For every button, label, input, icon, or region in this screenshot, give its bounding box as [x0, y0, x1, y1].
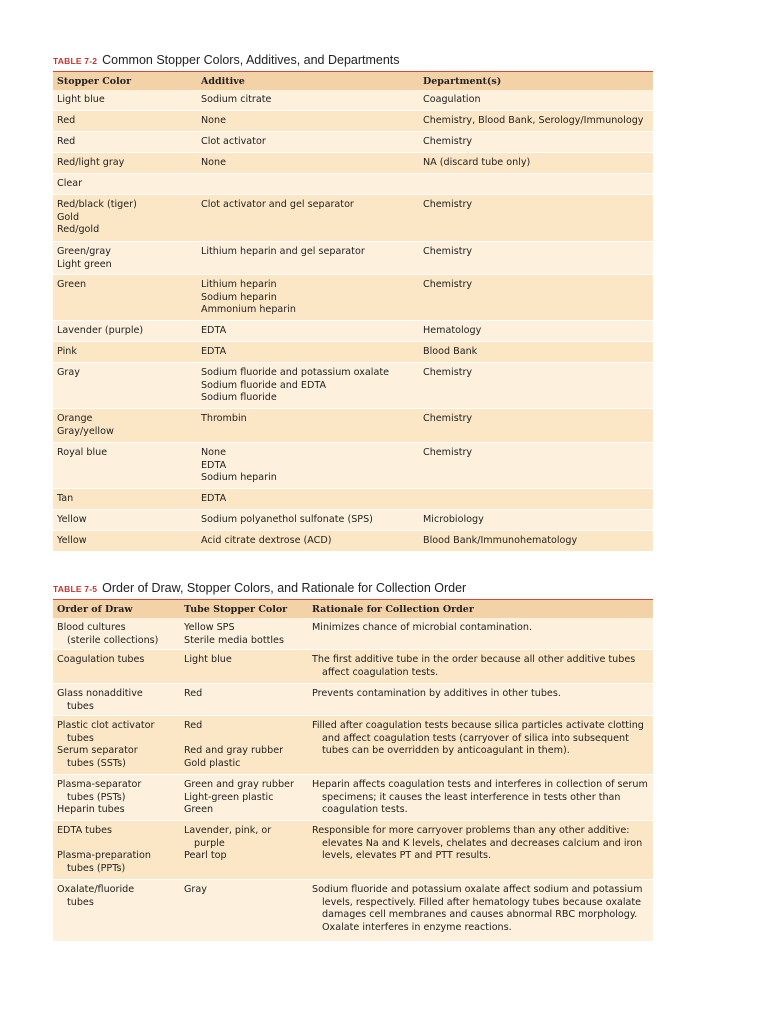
- cell-line: Green/gray: [57, 246, 111, 257]
- tube-stopper-color-cell: [180, 622, 308, 649]
- cell-line: tubes: [67, 896, 94, 908]
- stopper-color-cell: [53, 94, 197, 110]
- stopper-color-cell: [53, 246, 197, 274]
- stopper-color-cell: [53, 325, 197, 341]
- rationale-cell: [308, 720, 653, 774]
- tube-stopper-color-cell: [180, 825, 308, 879]
- cell-line: Royal blue: [57, 447, 108, 458]
- additive-cell: [197, 325, 419, 341]
- cell-line: Blood Bank/Immunohematology: [423, 535, 578, 546]
- department-cell: [419, 199, 653, 241]
- cell-line: Oxalate interferes in enzyme reactions.: [322, 921, 512, 933]
- additive-cell: [197, 367, 419, 408]
- cell-line: Plastic clot activator: [57, 720, 155, 731]
- table-title: Common Stopper Colors, Additives, and Departments: [102, 53, 400, 67]
- stopper-color-cell: [53, 178, 197, 194]
- order-of-draw-cell: [53, 688, 180, 715]
- department-cell: [419, 178, 653, 194]
- cell-line: Heparin affects coagulation tests and interferes in collection of serum: [312, 779, 648, 790]
- table-header-row: [53, 72, 653, 90]
- cell-line: Chemistry: [423, 279, 473, 290]
- cell-line: Light-green plastic: [184, 791, 274, 803]
- additive-cell: [197, 94, 419, 110]
- cell-line: Minimizes chance of microbial contamination.: [312, 622, 533, 633]
- cell-line: Plasma-separator: [57, 779, 142, 790]
- cell-line: (sterile collections): [67, 634, 159, 646]
- table-row: [53, 531, 653, 552]
- cell-line: Gold: [57, 211, 80, 223]
- table-row: [53, 111, 653, 132]
- cell-line: Chemistry: [423, 413, 473, 424]
- department-cell: [419, 157, 653, 173]
- cell-line: EDTA: [201, 346, 227, 357]
- stopper-color-cell: [53, 413, 197, 442]
- cell-line: Prevents contamination by additives in other tubes.: [312, 688, 561, 699]
- cell-line: Yellow SPS: [184, 622, 235, 633]
- cell-line: Red/light gray: [57, 157, 125, 168]
- stopper-color-cell: [53, 279, 197, 320]
- table-row: [53, 684, 653, 716]
- cell-line: Chemistry: [423, 136, 473, 147]
- cell-line: Red: [184, 720, 203, 731]
- order-of-draw-cell: [53, 884, 180, 941]
- cell-line: Clot activator and gel separator: [201, 199, 354, 210]
- table-caption: [53, 580, 653, 596]
- cell-line: Orange: [57, 413, 93, 424]
- cell-line: The first additive tube in the order because all other additive tubes: [312, 654, 636, 665]
- table-row: [53, 489, 653, 510]
- cell-line: [57, 838, 176, 851]
- cell-line: Red: [57, 115, 76, 126]
- cell-line: Chemistry: [423, 447, 473, 458]
- table-row: [53, 821, 653, 880]
- department-cell: [419, 279, 653, 320]
- order-of-draw-cell: [53, 654, 180, 683]
- cell-line: Blood cultures: [57, 622, 126, 633]
- stopper-color-cell: [53, 199, 197, 241]
- cell-line: Plasma-preparation: [57, 850, 151, 862]
- tube-stopper-color-cell: [180, 884, 308, 941]
- additive-cell: [197, 136, 419, 152]
- cell-line: Lavender (purple): [57, 325, 144, 336]
- stopper-color-cell: [53, 535, 197, 551]
- cell-line: Lithium heparin and gel separator: [201, 246, 365, 257]
- cell-line: Chemistry: [423, 199, 473, 210]
- cell-line: Green: [184, 804, 214, 816]
- cell-line: Hematology: [423, 325, 482, 336]
- cell-line: Sodium citrate: [201, 94, 272, 105]
- tube-stopper-color-cell: [180, 779, 308, 820]
- cell-line: Lavender, pink, or: [184, 825, 272, 836]
- rationale-cell: [308, 622, 653, 649]
- cell-line: Sodium fluoride: [201, 392, 277, 404]
- cell-line: Chemistry: [423, 246, 473, 257]
- cell-line: EDTA: [201, 493, 227, 504]
- table-row: [53, 132, 653, 153]
- cell-line: Thrombin: [201, 413, 247, 424]
- cell-line: and affect coagulation tests (carryover of silica into subsequent: [322, 732, 629, 744]
- cell-line: Blood Bank: [423, 346, 478, 357]
- additive-cell: [197, 346, 419, 362]
- additive-cell: [197, 115, 419, 131]
- additive-cell: [197, 199, 419, 241]
- cell-line: None: [201, 447, 227, 458]
- cell-line: Clot activator: [201, 136, 266, 147]
- department-cell: [419, 413, 653, 442]
- cell-line: Red: [184, 688, 203, 699]
- cell-line: Gold plastic: [184, 757, 241, 769]
- rationale-cell: [308, 779, 653, 820]
- cell-line: Light blue: [57, 94, 105, 105]
- cell-line: Sterile media bottles: [184, 634, 284, 646]
- cell-line: Microbiology: [423, 514, 484, 525]
- additive-cell: [197, 279, 419, 320]
- additive-cell: [197, 447, 419, 488]
- table-row: [53, 242, 653, 275]
- stopper-color-cell: [53, 447, 197, 488]
- cell-line: Red/black (tiger): [57, 199, 137, 210]
- table-row: [53, 618, 653, 650]
- cell-line: Green: [57, 279, 87, 290]
- department-cell: [419, 325, 653, 341]
- table-number: TABLE 7-2: [53, 56, 98, 66]
- cell-line: Responsible for more carryover problems than any other additive:: [312, 825, 630, 836]
- cell-line: tubes can be overridden by anticoagulant in them).: [322, 745, 570, 757]
- stopper-color-cell: [53, 115, 197, 131]
- table-row: [53, 363, 653, 409]
- cell-line: levels, respectively. Filled after hematology tubes because oxalate: [322, 896, 642, 908]
- cell-line: Pink: [57, 346, 77, 357]
- cell-line: Sodium fluoride and potassium oxalate affect sodium and potassium: [312, 884, 643, 895]
- cell-line: Gray/yellow: [57, 425, 114, 437]
- cell-line: EDTA: [201, 459, 227, 471]
- cell-line: Light green: [57, 258, 112, 270]
- additive-cell: [197, 246, 419, 274]
- department-cell: [419, 115, 653, 131]
- department-cell: [419, 94, 653, 110]
- table-row: [53, 275, 653, 321]
- rationale-cell: [308, 654, 653, 683]
- cell-line: Sodium fluoride and EDTA: [201, 379, 327, 391]
- tube-stopper-color-cell: [180, 654, 308, 683]
- table-header-row: [53, 600, 653, 618]
- cell-line: purple: [194, 837, 225, 849]
- cell-line: specimens; it causes the least interference in tests other than: [322, 791, 621, 803]
- rationale-cell: [308, 884, 653, 941]
- table-row: [53, 90, 653, 111]
- cell-line: NA (discard tube only): [423, 157, 531, 168]
- cell-line: Chemistry: [423, 367, 473, 378]
- stopper-color-cell: [53, 136, 197, 152]
- table-row: [53, 650, 653, 684]
- cell-line: Pearl top: [184, 850, 227, 862]
- cell-line: damages cell membranes and causes abnormal RBC morphology.: [322, 909, 638, 921]
- cell-line: elevates Na and K levels, chelates and decreases calcium and iron: [322, 837, 643, 849]
- header-tube-stopper-color: Tube Stopper Color: [184, 603, 288, 615]
- stopper-color-cell: [53, 346, 197, 362]
- table-row: [53, 174, 653, 195]
- table-row: [53, 409, 653, 443]
- cell-line: Red and gray rubber: [184, 745, 284, 757]
- order-of-draw-cell: [53, 779, 180, 820]
- rationale-cell: [308, 825, 653, 879]
- table-row: [53, 321, 653, 342]
- stopper-color-cell: [53, 514, 197, 530]
- header-additive: Additive: [201, 75, 245, 87]
- cell-line: Red: [57, 136, 76, 147]
- table-row: [53, 342, 653, 363]
- header-departments: Department(s): [423, 75, 502, 87]
- order-of-draw-cell: [53, 720, 180, 774]
- cell-line: Sodium polyanethol sulfonate (SPS): [201, 514, 373, 525]
- table-body: [53, 90, 653, 552]
- cell-line: Green and gray rubber: [184, 779, 294, 790]
- department-cell: [419, 346, 653, 362]
- tube-stopper-color-cell: [180, 720, 308, 774]
- table-title: Order of Draw, Stopper Colors, and Rationale for Collection Order: [102, 581, 467, 595]
- table-row: [53, 510, 653, 531]
- department-cell: [419, 246, 653, 274]
- header-stopper-color: Stopper Color: [57, 75, 132, 87]
- table-7-2: [53, 52, 653, 552]
- cell-line: coagulation tests.: [322, 804, 408, 816]
- header-rationale: Rationale for Collection Order: [312, 603, 474, 615]
- department-cell: [419, 493, 653, 509]
- department-cell: [419, 136, 653, 152]
- table-number: TABLE 7-5: [53, 584, 98, 594]
- additive-cell: [197, 493, 419, 509]
- department-cell: [419, 514, 653, 530]
- cell-line: Sodium heparin: [201, 291, 277, 303]
- rationale-cell: [308, 688, 653, 715]
- cell-line: Lithium heparin: [201, 279, 277, 290]
- cell-line: Acid citrate dextrose (ACD): [201, 535, 332, 546]
- cell-line: Gray: [57, 367, 80, 378]
- cell-line: EDTA tubes: [57, 825, 113, 836]
- stopper-color-cell: [53, 493, 197, 509]
- cell-line: tubes (PPTs): [67, 862, 126, 874]
- table-row: [53, 716, 653, 775]
- cell-line: Filled after coagulation tests because silica particles activate clotting: [312, 720, 644, 731]
- additive-cell: [197, 535, 419, 551]
- department-cell: [419, 367, 653, 408]
- cell-line: Ammonium heparin: [201, 304, 296, 316]
- cell-line: Red/gold: [57, 224, 100, 236]
- cell-line: None: [201, 157, 227, 168]
- header-order-of-draw: Order of Draw: [57, 603, 133, 615]
- table-row: [53, 153, 653, 174]
- cell-line: Glass nonadditive: [57, 688, 143, 699]
- additive-cell: [197, 413, 419, 442]
- cell-line: Oxalate/fluoride: [57, 884, 135, 895]
- tube-stopper-color-cell: [180, 688, 308, 715]
- stopper-color-cell: [53, 157, 197, 173]
- cell-line: Coagulation: [423, 94, 481, 105]
- cell-line: EDTA: [201, 325, 227, 336]
- cell-line: Light blue: [184, 654, 232, 665]
- table-body: [53, 618, 653, 942]
- cell-line: Yellow: [57, 514, 87, 525]
- table-caption: [53, 52, 653, 68]
- cell-line: Clear: [57, 178, 83, 189]
- additive-cell: [197, 178, 419, 194]
- cell-line: Sodium fluoride and potassium oxalate: [201, 367, 390, 378]
- cell-line: Yellow: [57, 535, 87, 546]
- cell-line: Tan: [57, 493, 74, 504]
- department-cell: [419, 447, 653, 488]
- cell-line: Serum separator: [57, 745, 138, 757]
- table-row: [53, 195, 653, 242]
- additive-cell: [197, 514, 419, 530]
- order-of-draw-cell: [53, 622, 180, 649]
- cell-line: Heparin tubes: [57, 804, 125, 816]
- department-cell: [419, 535, 653, 551]
- cell-line: Gray: [184, 884, 207, 895]
- cell-line: Coagulation tubes: [57, 654, 145, 665]
- cell-line: levels, elevates PT and PTT results.: [322, 850, 492, 862]
- order-of-draw-cell: [53, 825, 180, 879]
- cell-line: affect coagulation tests.: [322, 666, 439, 678]
- cell-line: tubes: [67, 732, 94, 744]
- cell-line: [184, 733, 304, 746]
- table-7-5: [53, 580, 653, 942]
- stopper-color-cell: [53, 367, 197, 408]
- cell-line: tubes: [67, 700, 94, 712]
- cell-line: tubes (SSTs): [67, 757, 126, 769]
- cell-line: None: [201, 115, 227, 126]
- additive-cell: [197, 157, 419, 173]
- table-row: [53, 775, 653, 821]
- cell-line: tubes (PSTs): [67, 791, 126, 803]
- cell-line: Sodium heparin: [201, 472, 277, 484]
- cell-line: Chemistry, Blood Bank, Serology/Immunology: [423, 115, 644, 126]
- table-row: [53, 880, 653, 942]
- table-row: [53, 443, 653, 489]
